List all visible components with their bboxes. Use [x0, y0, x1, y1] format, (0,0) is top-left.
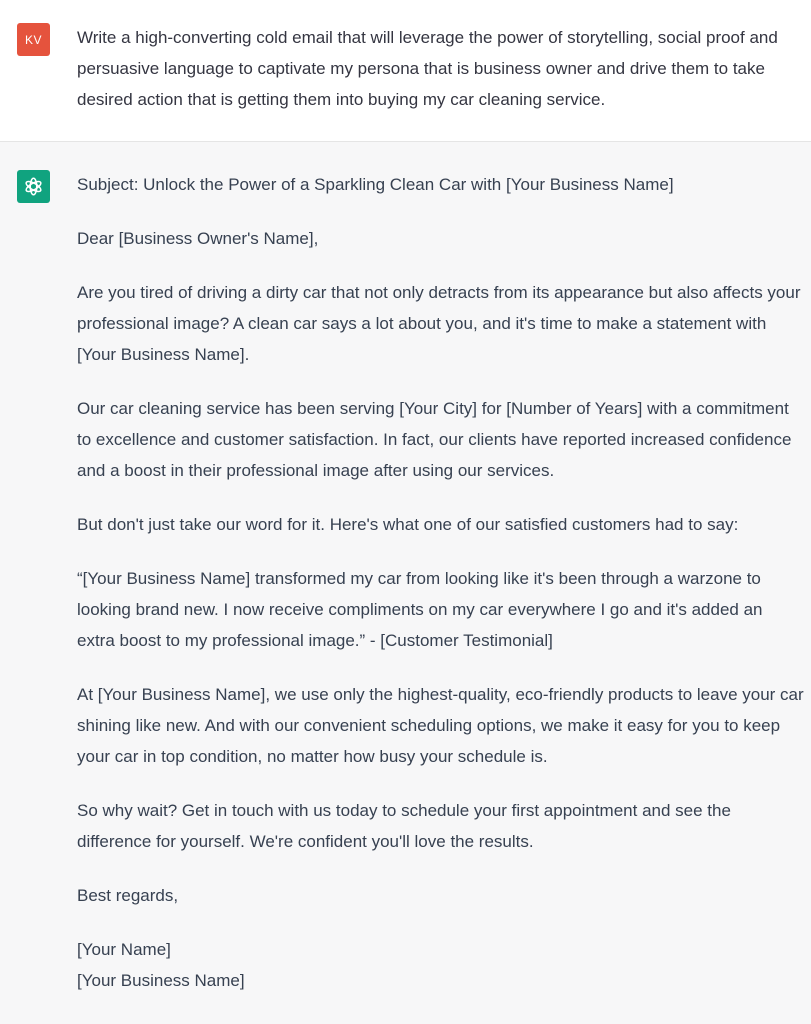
email-greeting: Dear [Business Owner's Name],	[77, 229, 319, 248]
assistant-message-row	[0, 142, 811, 1024]
email-signoff: Best regards,	[77, 886, 179, 905]
email-paragraph: At [Your Business Name], we use only the highest-quality, eco-friendly products to leave your car shining like new. And with our convenient scheduling options, we make it easy for you to keep your car in top condition, no matter how busy your schedule is.	[77, 685, 804, 766]
user-message-text: Write a high-converting cold email that will leverage the power of storytelling, social proof and persuasive language to captivate my persona that is business owner and drive them to take desired action that is getting them into buying my car cleaning service.	[77, 28, 778, 109]
email-paragraph: So why wait? Get in touch with us today to schedule your first appointment and see the difference for yourself. We're confident you'll love the results.	[77, 801, 731, 851]
email-signature-name: [Your Name]	[77, 940, 171, 959]
email-signature-business: [Your Business Name]	[77, 971, 245, 990]
user-avatar	[17, 23, 50, 56]
email-paragraph: Are you tired of driving a dirty car that not only detracts from its appearance but also affects your professional image? A clean car says a lot about you, and it's time to make a statement with [Your Business Name].	[77, 283, 801, 364]
email-testimonial: “[Your Business Name] transformed my car from looking like it's been through a warzone to looking brand new. I now receive compliments on my car everywhere I go and it's added an extra boost to my professional image.” - [Customer Testimonial]	[77, 569, 763, 650]
assistant-avatar	[17, 170, 50, 203]
openai-logo-icon	[22, 175, 45, 198]
assistant-message-body	[77, 169, 805, 996]
email-paragraph: But don't just take our word for it. Here's what one of our satisfied customers had to say:	[77, 515, 739, 534]
email-paragraph: Our car cleaning service has been serving [Your City] for [Number of Years] with a commitment to excellence and customer satisfaction. In fact, our clients have reported increased confidence and a boost in their professional image after using our services.	[77, 399, 792, 480]
email-subject: Subject: Unlock the Power of a Sparkling Clean Car with [Your Business Name]	[77, 175, 674, 194]
user-avatar-initials: KV	[24, 32, 42, 47]
user-message-row	[0, 0, 811, 142]
